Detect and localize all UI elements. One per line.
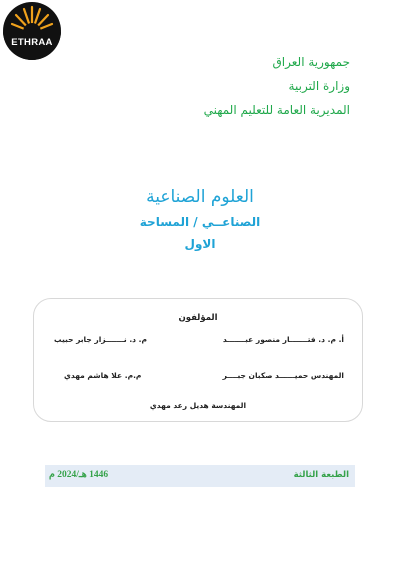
edition-label: الطبعة الثالثة [293,470,349,480]
author-5: المهندسة هديل رعد مهدي [149,401,247,410]
author-3: المهندس حميــــــد صكبان جبــــر [222,371,344,380]
book-title: العلوم الصناعية [146,187,254,207]
ministry-line: وزارة التربية [288,79,350,93]
ministry-header [204,50,350,122]
directorate-line: المديرية العامة للتعليم المهني [203,103,350,117]
authors-heading: المؤلفون [178,313,218,323]
book-grade: الاول [184,237,216,251]
edition-bar [45,465,355,487]
sunburst-icon [3,2,61,60]
author-4: م.م. علا هاشم مهدي [64,371,142,380]
author-2: م. د. نـــــــزار جابر حبيب [54,335,147,344]
authors-box [33,298,363,422]
edition-year: 1446 هـ/2024 م [49,470,109,480]
book-subtitle: الصناعــي / المساحة [139,215,261,229]
logo-text: ETHRAA [11,37,53,48]
author-1: أ. م. د. فتـــــــار منصور عبـــــــد [222,335,344,344]
book-title-block [0,185,400,255]
republic-line: جمهورية العراق [272,55,350,69]
ethraa-logo [3,2,61,60]
